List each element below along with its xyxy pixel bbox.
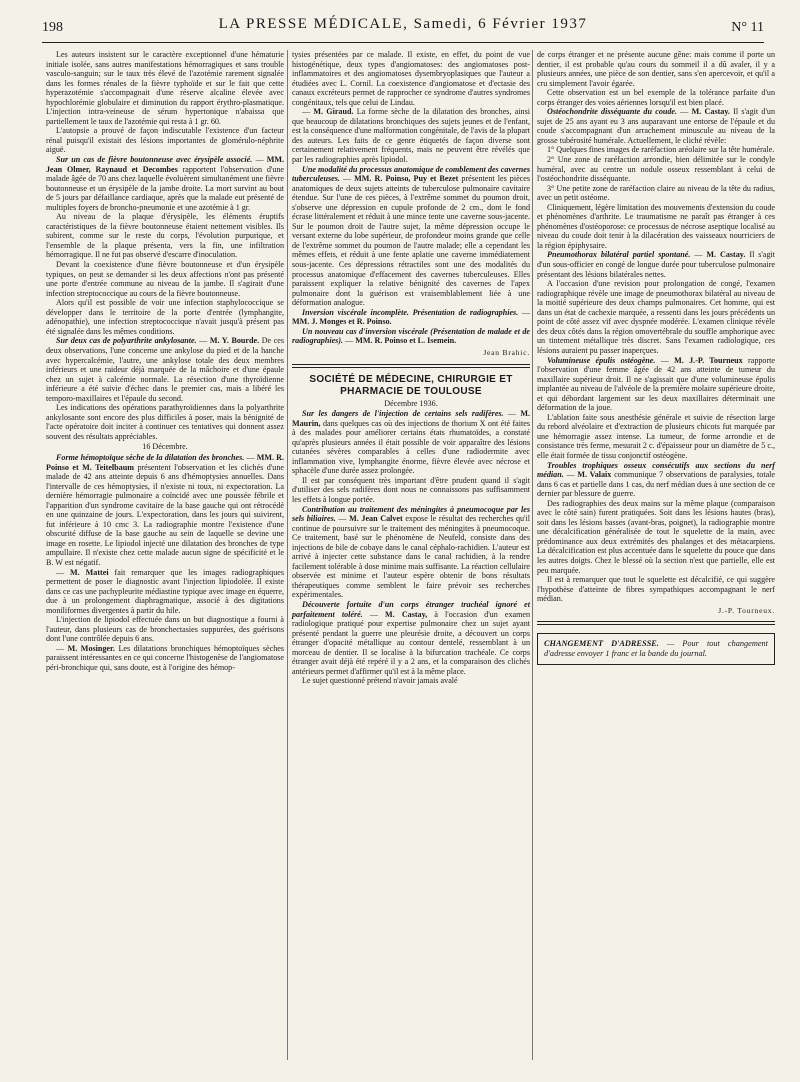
column-2	[292, 50, 530, 686]
signature: J.-P. Tourneux.	[718, 605, 775, 615]
article-title: Volumineuse épulis ostéogène.	[547, 355, 656, 365]
article-authors: M. Giraud.	[313, 107, 354, 117]
article-authors: MM. J. Monges et R. Poinso.	[292, 317, 392, 327]
paragraph: Cette observation est un bel exemple de la tolérance parfaite d'un corps étranger des voies aériennes lorsqu'il est bien placé.	[537, 88, 775, 107]
paragraph: L'injection de lipiodol effectuée dans un but diagnostique a fourni à l'auteur, dans plusieurs cas de bronchectasies suppurées, des guérisons dont l'une contrôlée depuis 6 ans.	[46, 615, 284, 644]
article: Sur les dangers de l'injection de certains sels radifères. — M. Maurin, dans quelques cas où des injections de thorium X ont été faites à des malades pour améliorer certains états rhumatoïdes, a constaté qu'après plusieurs années il était possible de voir apparaître des lésions cutanées sévères comparables à celles d'une radiodermite avec inflammation vive, lymphangite énorme, fièvre élevée avec nécrose et sphacèle d'une durée assez prolongée.	[292, 409, 531, 476]
article-text: Il s'agit d'un sujet de 25 ans ayant eu 3 ans auparavant une entorse de l'épaule et du coude s'accompagnant d'un arrachement minuscule au niveau de la grosse tubérosité humérale. Actuellement, le cliché révèle:	[537, 107, 776, 145]
paragraph: Les auteurs insistent sur le caractère exceptionnel d'une hématurie initiale isolée, sans autres manifestations hémorragiques et sans trouble vasculo-sanguin; sur le taux très élevé de l'azotémie rarement signalée dans les formes rénales de la fièvre typhoïde et sur le fait que cette hyperazotémie s'accompagnait d'une réserve alcaline élevée avec hypochlorémie globulaire et diminution du rapport érythro-plasmatique. L'injection intra-veineuse de sérum hypertonique n'abaissa que partiellement le taux de l'azotémie qui resta à 1 gr. 60.	[46, 50, 284, 126]
article-authors: M. Mosinger.	[67, 643, 115, 653]
article: Ostéochondrite disséquante du coude. — M. Castay. Il s'agit d'un sujet de 25 ans ayant eu 3 ans auparavant une entorse de l'épaule et du coude s'accompagnant d'un arrachement minuscule au niveau de la grosse tubérosité humérale. Actuellement, le cliché révèle:	[537, 107, 776, 145]
column-3	[537, 50, 775, 665]
article-title: Forme hémoptoïque sèche de la dilatation des bronches.	[56, 452, 245, 462]
article-title: Pneumothorax bilatéral partiel spontané.	[547, 250, 691, 260]
paragraph: Le sujet questionné prétend n'avoir jamais avalé	[302, 676, 458, 686]
article-title: Sur deux cas de polyarthrite ankylosante.	[56, 336, 197, 346]
paragraph: 1° Quelques fines images de raréfaction aréolaire sur la tête humérale.	[547, 145, 775, 155]
article-title: Un nouveau cas d'inversion viscérale (Présentation de malade et de radiographies).	[292, 326, 530, 346]
paragraph: Il est par conséquent très important d'être prudent quand il s'agit d'utiliser des sels radifères dont nous ne connaissons pas suffisamment les effets à longue portée.	[292, 475, 530, 504]
paragraph: Il est à remarquer que tout le squelette est décalcifié, ce qui suggère l'hypothèse d'atteinte de fibres sympathiques accompagnant le nerf médian.	[537, 575, 775, 604]
paragraph: Des radiographies des deux mains sur la même plaque (comparaison avec le côté sain) furent pratiquées. Soit dans les lésions hautes (bras), soit dans les lésions basses (avant-bras, poignet), la radiographie montre une décalcification généralisée de tout le squelette de la main, avec prédominance aux deux extrémités des phalanges et des métacarpiens. La décalcification est plus accentuée dans le squelette du pouce que dans les autres doigts. Chez le blessé où la section n'est que partielle, elle est peu marquée.	[537, 498, 775, 575]
article-authors: M. Valaix	[577, 470, 612, 480]
paragraph: Alors qu'il est possible de voir une infection staphylococcique se développer dans le territoire de la porte d'entrée (lymphangite, adénopathie), une infection streptococcique n'avait jusqu'à présent pas été signalée dans les mêmes conditions.	[46, 298, 284, 336]
article-authors: M. Castay.	[691, 107, 730, 117]
paragraph: Cliniquement, légère limitation des mouvements d'extension du coude et phénomènes d'arthrite. Le traumatisme ne paraît pas étranger à ces phénomènes d'ostéoporose: ce processus de nécrose aseptique localisé au niveau du coude doit tenir à la dilacération des vaisseaux nourriciers de la région épiphysaire.	[537, 202, 775, 250]
session-date: Décembre 1936.	[384, 398, 438, 408]
column-1	[46, 50, 284, 673]
article-text: Les dilatations bronchiques hémoptoïques sèches paraissent intéressantes en ce qui concerne l'histogenèse de l'angiomatose péri-bronchique qui, sans doute, est à l'origine des hémop-	[46, 643, 285, 672]
article: Contribution au traitement des méningites à pneumocoque par les sels biliaires. — M. Jean Calvet expose le résultat des recherches qu'il continue de poursuivre sur le traitement des méningites à pneumocoque. Ce traitement, basé sur le phénomène de Neufeld, consiste dans des injections de bile de cobaye dans le canal céphalo-rachidien. L'auteur est arrivé à injecter cette substance dans le canal rachidien, à la rendre facilement tolérable à dose minime mais suffisante. La réaction cellulaire observée est minime et l'auteur espère obtenir de bons résultats thérapeutiques comme semblent le faire prévoir ses recherches expérimentales.	[292, 504, 531, 600]
article-text: expose le résultat des recherches qu'il continue de poursuivre sur le traitement des méningites à pneumocoque. Ce traitement, basé sur le phénomène de Neufeld, consiste dans des injections de bile de cobaye dans le canal céphalo-rachidien. L'auteur est arrivé à injecter cette substance dans le canal rachidien, à la rendre facilement tolérable à dose minime mais suffisante. La réaction cellulaire observée est minime et l'auteur espère obtenir de bons résultats thérapeutiques comme semblent le faire prévoir ses recherches expérimentales.	[292, 514, 531, 600]
article-text: La forme sèche de la dilatation des bronches, ainsi que beaucoup de dilatations bronchiques des sujets jeunes et de l'enfant, est la conséquence d'une malformation congénitale, de l'avis de la plupart des auteurs. Les faits de ce genre étiquetés de façon diverse sont certainement relativement fréquents, mais ne peuvent être révélés que par les radiographies après lipiodol.	[292, 107, 531, 165]
article-authors: M. J.-P. Tourneux	[674, 355, 743, 365]
article-text: communique 7 observations de paralysies, totale dans 6 cas et partielle dans 1 cas, du nerf médian dues à une section de ce dernier par blessure de guerre.	[537, 470, 776, 499]
article: Volumineuse épulis ostéogène. — M. J.-P. Tourneux rapporte l'observation d'une femme âgée de 42 ans atteinte de tumeur du maxillaire supérieur droit. Il ne s'agissait que d'une volumineuse épulis implantée au niveau de l'alvéole de la première molaire supérieure droite, et qui débordant largement sur les deux maxillaires déterminait une déformation de la joue.	[537, 355, 775, 413]
article-authors: MM. Jean Olmer, Raynaud et Decombes	[46, 155, 285, 174]
article: Inversion viscérale incomplète. Présentation de radiographies. — MM. J. Monges et R. Poinso.	[292, 307, 530, 327]
address-change-notice	[537, 633, 775, 665]
paragraph: Devant la coexistence d'une fièvre boutonneuse et d'un érysipèle typiques, on peut se demander si les deux affections n'ont pas présenté une porte d'entrée commune au niveau de la jambe. Il s'agirait d'une infection streptococcique au cours de la fièvre boutonneuse.	[46, 260, 284, 298]
section-rule	[292, 364, 530, 368]
article-title: Ostéochondrite disséquante du coude.	[547, 107, 678, 117]
masthead-title: LA PRESSE MÉDICALE, Samedi, 6 Février 1937	[218, 16, 588, 32]
article: Troubles trophiques osseux consécutifs aux sections du nerf médian. — M. Valaix communique 7 observations de paralysies, totale dans 6 cas et partielle dans 1 cas, du nerf médian dues à une section de ce dernier par blessure de guerre.	[537, 460, 776, 499]
session-date: 16 Décembre.	[142, 442, 188, 452]
article: Découverte fortuite d'un corps étranger trachéal ignoré et parfaitement toléré. — M. Castay, à l'occasion d'un examen radiologique pratiqué pour expertise pulmonaire chez un sujet ayant présenté pendant la guerre une pleurésie droite, a découvert un corps étranger d'opacité métallique au contour dentelé, ressemblant à un morceau de dentier. Il se localise à la bifurcation trachéale. Ce corps étranger avait déjà été repéré il y a 2 ans, et la comparaison des clichés antérieurs permet d'affirmer qu'il est à la même place.	[292, 599, 531, 676]
column-divider	[532, 50, 533, 1060]
article-authors: M. Castay,	[385, 609, 428, 619]
article-title: Contribution au traitement des méningites à pneumocoque par les sels biliaires.	[292, 504, 530, 524]
article-title: Inversion viscérale incomplète. Présentation de radiographies.	[302, 307, 519, 317]
issue-number: N° 11	[731, 20, 764, 35]
paragraph: — M. Giraud. La forme sèche de la dilatation des bronches, ainsi que beaucoup de dilatations bronchiques des sujets jeunes et de l'enfant, est la conséquence d'une malformation congénitale, de l'avis de la plupart des auteurs. Les faits de ce genre étiquetés de façon diverse sont certainement relativement fréquents, mais ne peuvent être révélés que par les radiographies après lipiodol.	[292, 107, 531, 165]
article-authors: MM. R. Poinso, Puy et Bezet	[354, 174, 459, 184]
article-title: Sur un cas de fièvre boutonneuse avec érysipèle associé.	[56, 155, 253, 165]
article-text: rapportent l'observation d'une malade âgée de 70 ans chez laquelle évoluèrent simultanément une fièvre boutonneuse et un érysipèle de la jambe droite. La mort survint au bout de 5 jours par défaillance cardiaque, après que la malade eut présenté de multiples foyers de broncho-pneumonie et une azotémie à 1 gr.	[46, 164, 285, 212]
article: Pneumothorax bilatéral partiel spontané. — M. Castay. Il s'agit d'un sous-officier en congé de longue durée pour tuberculose pulmonaire présentant des lésions bilatérales nettes.	[537, 250, 776, 279]
paragraph: L'ablation faite sous anesthésie générale et suivie de résection large du rebord alvéolaire et d'extraction de plusieurs chicots fut marquée par une hémorragie assez intense. La tumeur, de forme arrondie et de consistance très ferme, mesurait 2 c. d'épaisseur pour un diamètre de 5 c., elle était formée de tissu conjonctif ostéogène.	[537, 412, 775, 460]
article: Forme hémoptoïque sèche de la dilatation des bronches. — MM. R. Poinso et M. Teitelbaum présentent l'observation et les clichés d'une malade de 42 ans atteinte depuis 6 ans d'hémoptysies annuelles. Dans l'intervalle de ces hémoptysies, il n'existe ni toux, ni expectoration. La dernière hémorragie pulmonaire a coïncidé avec une poussée fébrile et l'apparition d'un syndrome cavitaire de la base gauche qui ont rétrocédé en une quinzaine de jours. L'expectoration, dans les jours qui suivirent, fut inférieure à 10 cmc 3. La radiographie montre l'existence d'une obscurité diffuse de la base gauche au sein de laquelle se devine une image en rosette. Le lipiodol injecté une dilatation des bronches de type ampullaire. Il n'existe chez cette malade aucun signe de spécificité et le B. W est négatif.	[46, 452, 284, 567]
notice-text: — Pour tout changement d'adresse envoyer 1 franc et la bande du journal.	[544, 639, 768, 659]
article: Une modalité du processus anatomique de comblement des cavernes tuberculeuses. — MM. R. Poinso, Puy et Bezet présentent les pièces anatomiques de deux sujets atteints de tuberculose pulmonaire cavitaire étendue. Sur l'une de ces pièces, à l'extrême sommet du poumon droit, s'observe une dépression en cupule profonde de 2 cm., dont le fond écrase littéralement et réduit à une mince tente une caverne sous-jacente. Sur le poumon droit de l'autre sujet, la même dépression occupe le versant externe du lobe supérieur, de profondeur moins grande que celle de l'extrême sommet du poumon de l'autre malade; elle a cependant les mêmes effets, et réduit à une fente aplatie une caverne immédiatement sous-jacente. Ces dépressions rétractiles sont une des modalités du processus anatomique d'effacement des cavernes tuberculeuses. Elles paraissent expliquer la relative bénignité des cavernes de l'apex pulmonaire dont la guérison est vraisemblablement liée à une déformation analogue.	[292, 164, 531, 308]
article-text: De ces deux observations, l'une concerne une ankylose du pied et de la hanche avec hypercalcémie, l'autre, une ankylose totale des deux membres inférieurs et une raideur déjà marquée de la mâchoire et d'une épaule chez un sujet à calcémie normale. La résection d'une thyroïdienne inférieure a été suivie d'échec dans le premier cas, mais a libéré les temporo-maxillaires et l'épaule du second.	[46, 336, 285, 403]
article-title: Découverte fortuite d'un corps étranger trachéal ignoré et parfaitement toléré.	[292, 599, 530, 619]
article-text: rapporte l'observation d'une femme âgée de 42 ans atteinte de tumeur du maxillaire supérieur droit. Il ne s'agissait que d'une volumineuse épulis implantée au niveau de l'alvéole de la première molaire supérieure droite, et qui débordant largement sur les deux maxillaires déterminait une déformation de la joue.	[537, 355, 775, 413]
article-text: Il s'agit d'un sous-officier en congé de longue durée pour tuberculose pulmonaire présentant des lésions bilatérales nettes.	[537, 250, 776, 279]
article-authors: M. Mattei	[70, 567, 109, 577]
article-text: à l'occasion d'un examen radiologique pratiqué pour expertise pulmonaire chez un sujet ayant présenté pendant la guerre une pleurésie droite, a découvert un corps étranger d'opacité métallique au contour dentelé, ressemblant à un morceau de dentier. Il se localise à la bifurcation trachéale. Ce corps étranger avait déjà été repéré il y a 2 ans, et la comparaison des clichés antérieurs permet d'affirmer qu'il est à la même place.	[292, 609, 531, 676]
paragraph: — M. Mosinger. Les dilatations bronchiques hémoptoïques sèches paraissent intéressantes en ce qui concerne l'histogenèse de l'angiomatose péri-bronchique qui, sans doute, est à l'origine des hémop-	[46, 643, 285, 672]
article-authors: MM. R. Poinso et M. Teitelbaum	[46, 452, 284, 472]
article-authors: M. Jean Calvet	[349, 514, 403, 524]
header-rule	[42, 42, 764, 43]
article: Un nouveau cas d'inversion viscérale (Présentation de malade et de radiographies). — MM. R. Poinso et L. Isemein.	[292, 326, 530, 346]
signature: Jean Brahic.	[483, 347, 530, 357]
article-title: Troubles trophiques osseux consécutifs aux sections du nerf médian.	[537, 460, 775, 480]
paragraph: L'autopsie a prouvé de façon indiscutable l'existence d'un facteur rénal puisqu'il existait des lésions importantes de glomérulo-néphrite aiguë.	[46, 126, 284, 155]
paragraph: de corps étranger et ne présente aucune gêne: mais comme il porte un dentier, il est probable qu'au cours du sommeil il a dû avaler, il y a plusieurs années, une pièce de son dentier, sans s'en apercevoir, et qu'il a cru simplement l'avoir égarée.	[537, 50, 775, 88]
society-heading: SOCIÉTÉ DE MÉDECINE, CHIRURGIE ET PHARMACIE DE TOULOUSE	[309, 373, 513, 397]
paragraph: 3° Une petite zone de raréfaction claire au niveau de la tête du radius, avec un petit ostéome.	[537, 183, 775, 203]
article-text: présentent l'observation et les clichés d'une malade de 42 ans atteinte depuis 6 ans d'hémoptysies annuelles. Dans l'intervalle de ces hémoptysies, il n'existe ni toux, ni expectoration. La dernière hémorragie pulmonaire a coïncidé avec une poussée fébrile et l'apparition d'un syndrome cavitaire de la base gauche qui ont rétrocédé en une quinzaine de jours. L'expectoration, dans les jours qui suivirent, fut inférieure à 10 cmc 3. La radiographie montre l'existence d'une obscurité diffuse de la base gauche au sein de laquelle se devine une image en rosette. Le lipiodol injecté une dilatation des bronches de type ampullaire. Il n'existe chez cette malade aucun signe de spécificité et le B. W est négatif.	[46, 462, 284, 567]
paragraph: 2° Une zone de raréfaction arrondie, bien délimitée sur le condyle huméral, avec au centre un nodule osseux ressemblant à celui de l'ostéochondrite disséquante.	[537, 155, 775, 184]
paragraph: tysies présentées par ce malade. Il existe, en effet, du point de vue histogénétique, deux types d'angiomatoses: des angiomatoses post-inflammatoires et des angiomatoses dysembryoplasiques que l'auteur a étudiées avec L. Cornil. La coexistence d'angiomatose et d'ectasie des canaux excréteurs permet de rapprocher ce syndrome d'autres syndromes congénitaux, tels que celui de Lindau.	[292, 50, 530, 107]
article-authors: MM. R. Poinso et L. Isemein.	[355, 336, 457, 346]
notice-title: CHANGEMENT D'ADRESSE.	[544, 639, 659, 649]
article-text: fait remarquer que les images radiographiques permettent de poser le diagnostic avant l'injection lipiodolée. Il existe dans ce cas une pachypleurite médiastine typique avec image en équerre, due à un prolongement diaphragmatique, associé à des digitations moniliformes divergentes à partir du hile.	[46, 567, 285, 615]
article-title: Une modalité du processus anatomique de comblement des cavernes tuberculeuses.	[292, 164, 530, 184]
paragraph: Les indications des opérations parathyroïdiennes dans la polyarthrite ankylosante sont encore des plus difficiles à poser, mais la bénignité de l'acte opératoire doit inciter à continuer ces tentatives qui donnent assez souvent des résultats appréciables.	[46, 403, 284, 441]
page-header	[42, 16, 764, 38]
paragraph: — M. Mattei fait remarquer que les images radiographiques permettent de poser le diagnostic avant l'injection lipiodolée. Il existe dans ce cas une pachypleurite médiastine typique avec image en équerre, due à un prolongement diaphragmatique, associé à des digitations moniliformes divergentes à partir du hile.	[46, 567, 285, 615]
paragraph: Au niveau de la plaque d'érysipèle, les éléments éruptifs caractéristiques de la fièvre boutonneuse étaient nettement visibles. Ils subirent, comme sur le reste du corps, l'évolution purpurique, et l'ensemble de la plaque présenta, vers la fin, une infiltration hémorragique. Il ne fut pas observé d'escarre d'inoculation.	[46, 212, 284, 260]
article-authors: M. Maurin,	[292, 409, 530, 428]
article-title: Sur les dangers de l'injection de certains sels radifères.	[302, 409, 504, 419]
article-text: dans quelques cas où des injections de thorium X ont été faites à des malades pour améliorer certains états rhumatoïdes, a constaté qu'après plusieurs années il était possible de voir apparaître des lésions cutanées sévères comparables à celles d'une radiodermite avec inflammation vive, lymphangite énorme, fièvre élevée avec nécrose et sphacèle d'une durée assez prolongée.	[292, 418, 531, 476]
article-authors: M. Castay.	[706, 250, 746, 260]
column-divider	[287, 50, 288, 1060]
section-rule	[537, 621, 775, 625]
article: Sur un cas de fièvre boutonneuse avec érysipèle associé. — MM. Jean Olmer, Raynaud et Decombes rapportent l'observation d'une malade âgée de 70 ans chez laquelle évoluèrent simultanément une fièvre boutonneuse et un érysipèle de la jambe droite. La mort survint au bout de 5 jours par défaillance cardiaque, après que la malade eut présenté de multiples foyers de broncho-pneumonie et une azotémie à 1 gr.	[46, 155, 285, 212]
page-number: 198	[42, 20, 63, 35]
article-authors: M. Y. Bourde.	[209, 336, 260, 346]
article: Sur deux cas de polyarthrite ankylosante. — M. Y. Bourde. De ces deux observations, l'une concerne une ankylose du pied et de la hanche avec hypercalcémie, l'autre, une ankylose totale des deux membres inférieurs et une raideur déjà marquée de la mâchoire et d'une épaule chez un sujet à calcémie normale. La résection d'une thyroïdienne inférieure a été suivie d'échec dans le premier cas, mais a libéré les temporo-maxillaires et l'épaule du second.	[46, 336, 285, 403]
article-text: présentent les pièces anatomiques de deux sujets atteints de tuberculose pulmonaire cavitaire étendue. Sur l'une de ces pièces, à l'extrême sommet du poumon droit, s'observe une dépression en cupule profonde de 2 cm., dont le fond écrase littéralement et réduit à une mince tente une caverne sous-jacente. Sur le poumon droit de l'autre sujet, la même dépression occupe le versant externe du lobe supérieur, de profondeur moins grande que celle de l'extrême sommet du poumon de l'autre malade; elle a cependant les mêmes effets, et réduit à une fente aplatie une caverne immédiatement sous-jacente. Ces dépressions rétractiles sont une des modalités du processus anatomique d'effacement des cavernes tuberculeuses. Elles paraissent expliquer la relative bénignité des cavernes de l'apex pulmonaire dont la guérison est vraisemblablement liée à une déformation analogue.	[292, 174, 531, 308]
paragraph: A l'occasion d'une revision pour prolongation de congé, l'examen radiographique révèle une image de pneumothorax bilatéral au niveau de la moitié supérieure des deux champs pulmonaires. Cet homme, qui est dans un état de cachexie marquée, a ressenti dans les jours précédents un point de côté assez vif avec dyspnée modérée. L'examen clinique révèle des deux côtés dans la région omovertébrale du souffle amphorique avec un tintement métallique très discret. Sans l'examen radiologique, ces lésions auraient pu passer inaperçues.	[537, 279, 775, 355]
